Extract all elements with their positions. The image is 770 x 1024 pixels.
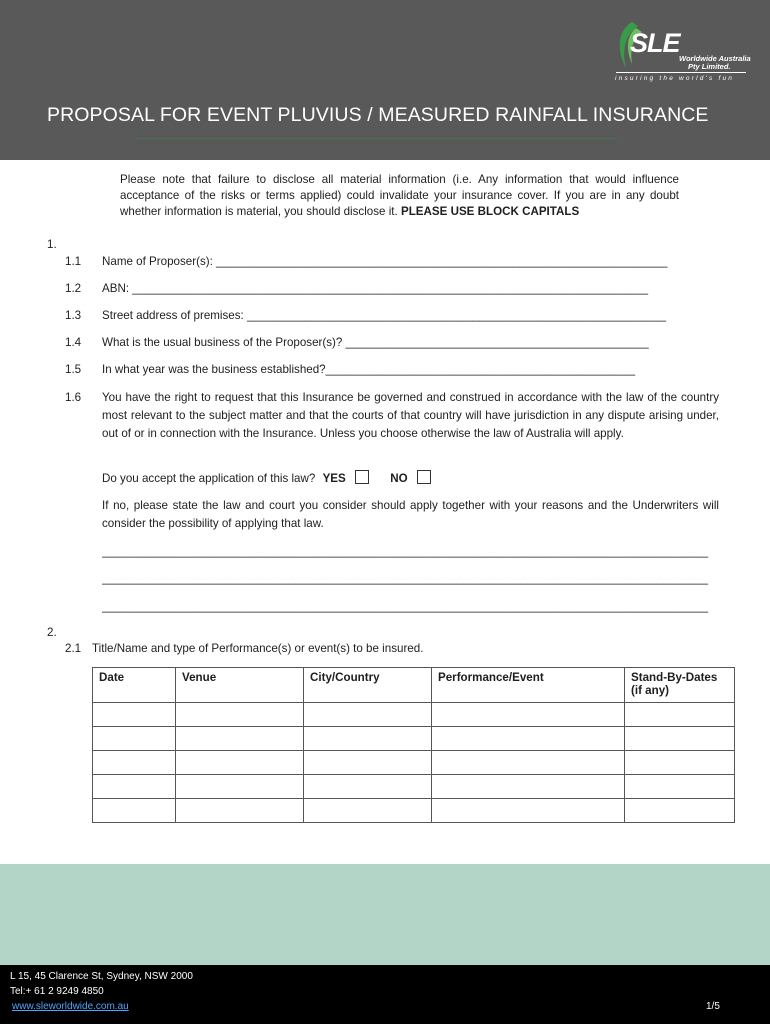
table-cell[interactable] (176, 799, 304, 823)
green-band (0, 864, 770, 965)
table-cell[interactable] (625, 775, 735, 799)
table-cell[interactable] (432, 799, 625, 823)
law-acceptance-question (102, 470, 431, 485)
table-cell[interactable] (93, 703, 176, 727)
item-label: Title/Name and type of Performance(s) or event(s) to be insured. (92, 642, 424, 655)
if-no-paragraph: If no, please state the law and court you consider should apply together with your reasons and the Underwriters will consider the possibility of applying that law. (102, 499, 719, 530)
item-number: 1.1 (65, 255, 82, 268)
item-number: 1.6 (65, 391, 82, 404)
table-row (93, 703, 735, 727)
intro-text: Please note that failure to disclose all material information (i.e. Any information that would influence acceptance of the risks or terms applied) could invalidate your insurance cover. If you are in any doubt whether information is material, you should disclose it. (120, 173, 679, 218)
footer (0, 965, 770, 1024)
events-table (92, 667, 735, 823)
item-label: ABN: ________________________________________________________________________________ (102, 282, 649, 295)
logo-company-line1: Worldwide Australia (679, 54, 751, 63)
col-header-stand-by-dates: Stand-By-Dates (if any) (625, 668, 735, 703)
reason-line-3[interactable]: ______________________________________________________________________________________________ (102, 600, 709, 613)
table-cell[interactable] (304, 751, 432, 775)
table-cell[interactable] (625, 703, 735, 727)
table-cell[interactable] (625, 799, 735, 823)
footer-website-link[interactable]: www.sleworldwide.com.au (12, 1001, 129, 1012)
logo-divider (616, 72, 746, 73)
table-cell[interactable] (432, 775, 625, 799)
no-label: NO (390, 472, 408, 485)
intro-notice (120, 172, 679, 220)
table-cell[interactable] (432, 703, 625, 727)
page-number: 1/5 (706, 1001, 720, 1012)
table-cell[interactable] (304, 799, 432, 823)
logo-company-line2: Pty Limited. (688, 62, 731, 71)
item-number: 1.5 (65, 363, 82, 376)
yes-checkbox[interactable] (355, 470, 369, 484)
table-row (93, 727, 735, 751)
title-underline (137, 138, 617, 139)
table-cell[interactable] (176, 703, 304, 727)
section-1-number: 1. (47, 238, 57, 251)
yes-label: YES (322, 472, 346, 485)
table-header-row (93, 668, 735, 703)
table-cell[interactable] (625, 751, 735, 775)
intro-emphasis: PLEASE USE BLOCK CAPITALS (400, 205, 580, 218)
table-cell[interactable] (93, 775, 176, 799)
table-cell[interactable] (93, 799, 176, 823)
table-row (93, 775, 735, 799)
item-number: 1.4 (65, 336, 82, 349)
col-header-venue: Venue (176, 668, 304, 703)
item-label: In what year was the business established?________________________________________________ (102, 363, 636, 376)
reason-line-2[interactable]: ______________________________________________________________________________________________ (102, 572, 709, 585)
accept-question-text: Do you accept the application of this law? (102, 472, 316, 485)
table-cell[interactable] (176, 727, 304, 751)
item-number: 1.3 (65, 309, 82, 322)
item-number: 2.1 (65, 642, 82, 655)
page-title: PROPOSAL FOR EVENT PLUVIUS / MEASURED RAINFALL INSURANCE (47, 104, 709, 126)
table-cell[interactable] (432, 751, 625, 775)
table-cell[interactable] (176, 775, 304, 799)
item-label: Name of Proposer(s): ______________________________________________________________________ (102, 255, 668, 268)
logo-tagline: insuring the world's fun (615, 75, 735, 82)
table-row (93, 799, 735, 823)
table-cell[interactable] (432, 727, 625, 751)
col-header-city-country: City/Country (304, 668, 432, 703)
no-checkbox[interactable] (417, 470, 431, 484)
table-cell[interactable] (93, 727, 176, 751)
col-header-performance-event: Performance/Event (432, 668, 625, 703)
table-cell[interactable] (625, 727, 735, 751)
table-cell[interactable] (176, 751, 304, 775)
footer-address: L 15, 45 Clarence St, Sydney, NSW 2000 (10, 971, 193, 982)
reason-line-1[interactable]: ______________________________________________________________________________________________ (102, 545, 709, 558)
logo-letters: SLE (630, 28, 680, 58)
table-cell[interactable] (304, 703, 432, 727)
footer-telephone: Tel:+ 61 2 9249 4850 (10, 986, 104, 997)
item-label: What is the usual business of the Proposer(s)? _______________________________________________ (102, 336, 649, 349)
table-cell[interactable] (304, 727, 432, 751)
item-label: Street address of premises: _________________________________________________________________ (102, 309, 667, 322)
table-cell[interactable] (93, 751, 176, 775)
governing-law-paragraph: You have the right to request that this Insurance be governed and construed in accordance with the law of the country most relevant to the subject matter and that the courts of that country will have jurisdiction in any dispute arising under, out of or in connection with the Insurance. Unless you choose otherwise the law of Australia will apply. (102, 391, 719, 440)
table-cell[interactable] (304, 775, 432, 799)
sle-logo (612, 20, 752, 84)
col-header-date: Date (93, 668, 176, 703)
section-2-number: 2. (47, 626, 57, 639)
header-band (0, 0, 770, 160)
item-number: 1.2 (65, 282, 82, 295)
table-row (93, 751, 735, 775)
